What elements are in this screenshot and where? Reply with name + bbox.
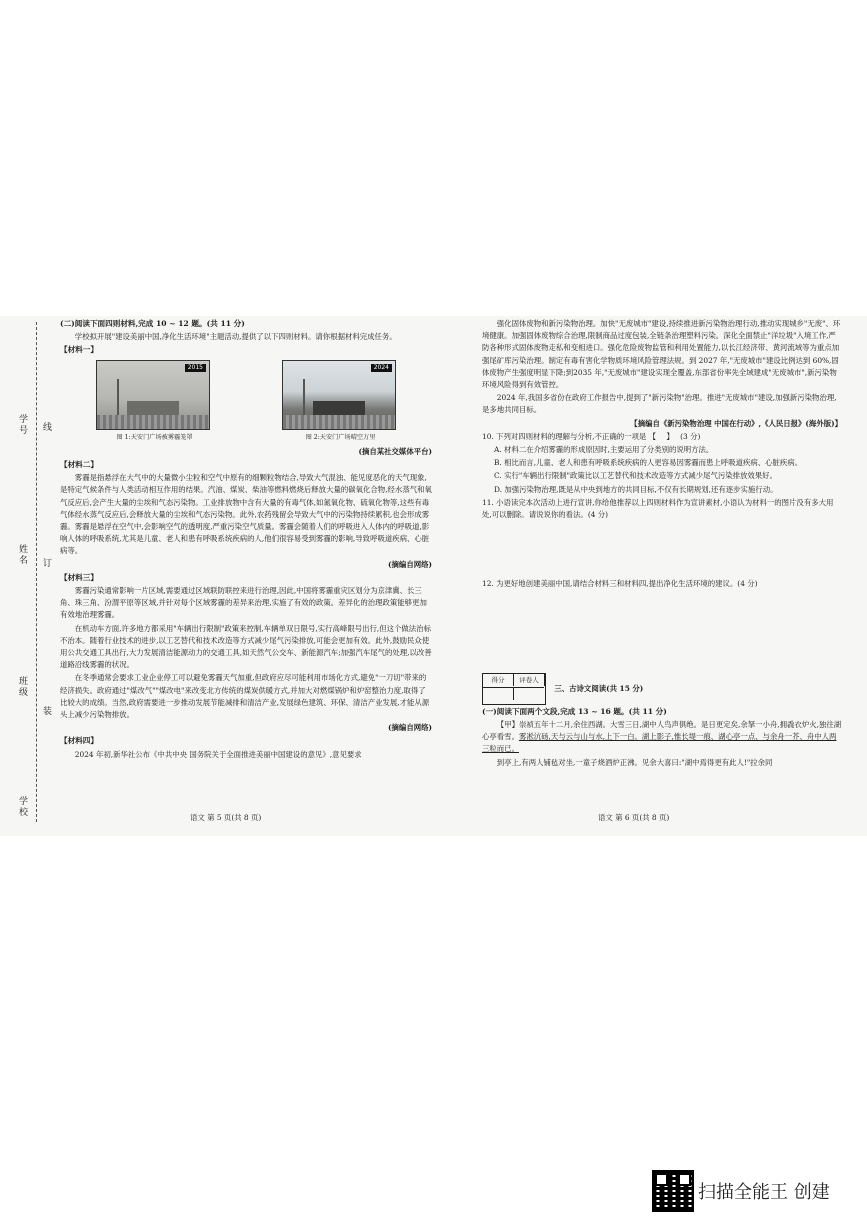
question-12: 12. 为更好地创建美丽中国,请结合材料三和材料四,提出净化生活环境的建议。(4 分)	[482, 579, 758, 589]
question-10-text: 10. 下列对四则材料的理解与分析,不正确的一项是	[482, 431, 647, 441]
binding-label-school: 学校	[17, 796, 27, 818]
subsection-1-title: (一)阅读下面两个文段,完成 13 ~ 16 题。(共 11 分)	[482, 706, 667, 716]
building-shape	[127, 401, 179, 415]
section-intro: 学校拟开展"建设美丽中国,净化生活环境"主题活动,提供了以下四则材料。请你根据材料完成任务。	[74, 332, 397, 342]
answer-space-12[interactable]	[482, 591, 842, 673]
binding-label-xian: 线	[41, 422, 51, 433]
option-b: B. 相比而言,儿童、老人和患有呼吸系统疾病的人更容易因雾霾而患上呼吸道疾病、心脏疾病。	[494, 458, 803, 468]
material-2-title: 【材料二】	[60, 460, 98, 470]
page-5-footer: 语文 第 5 页(共 8 页)	[190, 813, 262, 822]
photo-year-tag: 2015	[185, 364, 206, 372]
photo-captions	[60, 432, 432, 444]
passage-jia-continued: 到亭上,有两人铺毡对坐,一童子烧酒炉正沸。见余大喜曰:"湖中焉得更有此人!"拉余同	[496, 757, 773, 767]
passage-jia-start: 【甲】崇祯五年十二月,余住西湖。大雪三日,湖中人鸟声俱绝。是日更定矣,余拏一小舟,拥毳衣炉火,独往湖心亭看雪。	[482, 720, 842, 742]
flagpole-shape	[117, 379, 119, 415]
material-2-text: 雾霾是指悬浮在大气中的大量微小尘粒和空气中原有的细颗粒物结合,导致大气混浊、能见度恶化的天气现象,是特定气候条件与人类活动相互作用的结果。汽油、煤炭、柴油等燃料燃烧后释放大量的碳氧化合物,经水蒸气和氧气反应后,会产生大量的尘埃和气态污染物。工业排放物中含有大量的有毒气体,如氮氧化物、硫氧化物等,这些有毒气体经水蒸气反应后,会释放大量的尘埃和气态污染物。此外,农药残留会导致大气中的污染物持续累积,也会形成雾霾。雾霾是悬浮在空气中,会影响空气的透明度,严重污染空气质量。雾霾会随着人们的呼吸进入人体内的呼吸道,影响人体的呼吸系统,尤其是儿童、老人和患有呼吸系统疾病的人,他们很容易受到雾霾的影响,导致呼吸道疾病、心脏病等。	[60, 473, 432, 556]
material-2-source: (摘编自网络)	[388, 559, 432, 569]
scanner-watermark	[648, 1164, 848, 1214]
material-3-para-3: 在冬季通常会要求工业企业停工可以避免雾霾天气加重,但政府应尽可能利用市场化方式,避免"一刀切"带来的经济损失。政府通过"煤改气""煤改电"来改变北方传统的煤炭供暖方式,并加大对燃煤锅炉和炉窑整治力度,取得了比较大的成绩。当然,政府需要进一步推动发展节能减排和清洁产业,发展绿色建筑、环保、清洁产业发展,才能从源头上减少污染物排放。	[60, 673, 430, 720]
material-3-para-1: 雾霾污染通常影响一片区域,需要通过区域联防联控来进行治理,因此,中国将雾霾重灾区划分为京津冀、长三角、珠三角、汾渭平原等区域,并针对每个区域雾霾的差异来治理,实施了有效的政策。差异化的治理政策能够更加有效地治理雾霾。	[60, 586, 427, 620]
page-5	[60, 318, 432, 762]
ground-shape	[97, 415, 209, 429]
flagpole-shape	[303, 379, 305, 415]
score-cell[interactable]	[483, 687, 514, 700]
binding-label-name: 姓名	[17, 544, 27, 566]
material-4-para-2: 2024 年,我国多省份在政府工作报告中,提到了"新污染物"治理。推进"无废城市"建设,加强新污染物治理,是多地共同目标。	[482, 393, 837, 415]
photo-clear-square	[282, 360, 396, 430]
ground-shape	[283, 415, 395, 429]
photo-smog-square	[96, 360, 210, 430]
question-11: 11. 小语读完本次活动上进行宣讲,你给他推荐以上四则材料作为宣讲素材,小语认为材料一的图片没有多大用处,可以删除。请说说你的看法。(4 分)	[482, 497, 834, 520]
photo-row	[60, 360, 432, 430]
answer-space-11[interactable]	[482, 522, 842, 578]
qr-code-icon	[652, 1170, 694, 1212]
binding-strip	[8, 322, 52, 832]
score-table	[482, 673, 546, 704]
material-3-para-2: 在机动车方面,许多地方都采用"车辆出行限制"政策来控制,车辆单双日限号,实行高峰限号出行,但这个做法治标不治本。随着行业技术的进步,以工艺替代和技术改造等方式减少尾气污染排放,可能会更加有效。此外,鼓励民众使用公共交通工具出行,大力发展清洁能源动力的交通工具,如天然气公交车、新能源汽车;加强汽车尾气的处理,以改善道路沿线雾霾的状况。	[60, 623, 432, 670]
binding-label-ding: 订	[41, 558, 51, 569]
binding-label-class: 班级	[17, 676, 27, 698]
photo-caption-2: 图 2:天安门广场晴空万里	[305, 433, 376, 441]
material-4-source: 【摘编自《新污染物治理 中国在行动》,《人民日报》(海外版)】	[630, 418, 842, 428]
section-3-header	[482, 673, 842, 704]
binding-label-student-id: 学号	[17, 414, 27, 436]
watermark-text: 扫描全能王 创建	[698, 1182, 830, 1203]
material-3-source: (摘编自网络)	[388, 723, 432, 733]
question-10-score: (3 分)	[680, 431, 701, 441]
material-4-continued: 强化固体废物和新污染物治理。加快"无废城市"建设,持续推进新污染物治理行动,推动实现城乡"无废"、环境健康。加强固体废物综合治理,限制商品过度包装,全链条治理塑料污染。深化全面禁止"洋垃圾"入境工作,严防各种形式固体废物走私和变相进口。强化危险废物监管和利用处置能力,以长江经济带、黄河流域等为重点加强尾矿库污染治理。制定有毒有害化学物质环境风险管理法规。到 2027 年,"无废城市"建设比例达到 60%,固体废物产生强度明显下降;到2035 年,"无废城市"建设实现全覆盖,东部省份率先全域建成"无废城市",新污染物环境风险得到有效管控。	[482, 319, 841, 390]
material-1-title: 【材料一】	[60, 345, 98, 355]
page-6-footer: 语文 第 6 页(共 8 页)	[598, 813, 670, 822]
material-3-title: 【材料三】	[60, 572, 98, 582]
material-1-source: (摘自某社交媒体平台)	[358, 446, 432, 456]
option-d: D. 加强污染物治理,既是从中央到地方的共同目标,不仅有长期规划,还有逐步实施行动。	[494, 484, 778, 494]
grader-cell[interactable]	[514, 687, 544, 700]
option-c: C. 实行"车辆出行限制"政策比以工艺替代和技术改造等方式减少尾气污染排放效果好。	[494, 471, 777, 481]
passage-jia	[482, 719, 842, 756]
binding-label-zhuang: 装	[41, 706, 51, 717]
answer-bracket[interactable]: 【 】	[648, 431, 678, 441]
cut-line	[36, 322, 37, 822]
passage-jia-underlined: 雾凇沆砀,天与云与山与水,上下一白。湖上影子,惟长堤一痕、湖心亭一点、与余舟一芥、舟中人两三粒而已。	[482, 732, 837, 754]
question-10	[482, 431, 842, 443]
section-3-title: 三、古诗文阅读(共 15 分)	[554, 684, 644, 694]
photo-year-tag: 2024	[371, 364, 392, 372]
section-title: (二)阅读下面四则材料,完成 10 ~ 12 题。(共 11 分)	[60, 319, 245, 328]
photo-caption-1: 图 1:天安门广场被雾霾笼罩	[116, 433, 193, 441]
page-6	[482, 318, 842, 770]
material-4-text: 2024 年初,新华社公布《中共中央 国务院关于全面推进美丽中国建设的意见》,意见要求	[74, 749, 362, 759]
material-4-title: 【材料四】	[60, 736, 98, 746]
score-header: 得分	[483, 674, 514, 686]
option-a: A. 材料二在介绍雾霾的形成原因时,主要运用了分类别的说明方法。	[494, 445, 714, 455]
building-shape	[313, 401, 365, 415]
grader-header: 评卷人	[514, 674, 545, 686]
